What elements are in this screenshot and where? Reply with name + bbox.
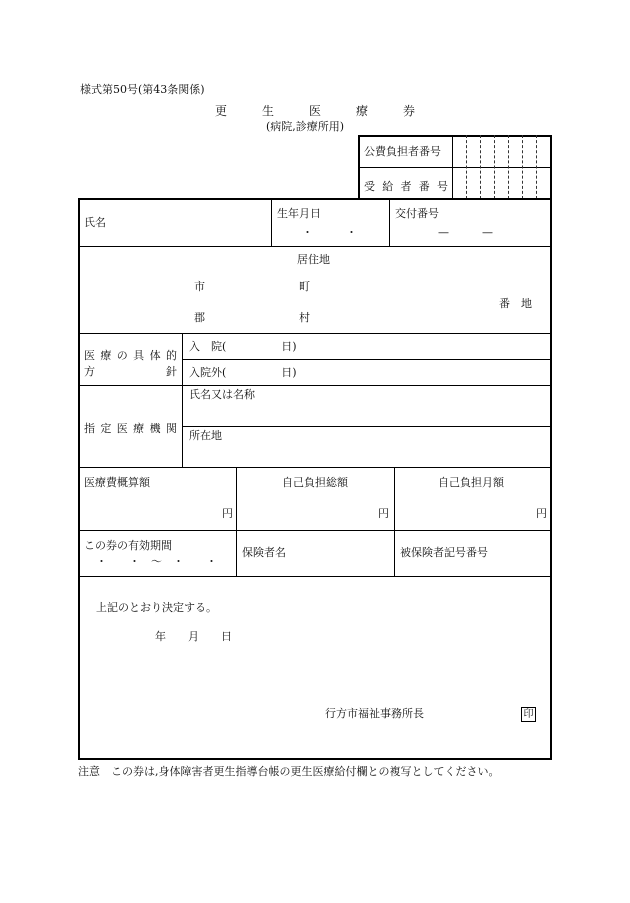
form-number: 様式第50号(第43条関係) <box>80 83 205 96</box>
label-char: 体 <box>149 349 161 362</box>
label-char: 号 <box>437 180 448 193</box>
title-char: 療 <box>355 104 368 118</box>
label-char: 医 <box>84 349 95 362</box>
address-label: 居住地 <box>297 253 330 266</box>
inpatient-days: 入 院( 日) <box>189 340 297 353</box>
seal-stamp: 印 <box>521 707 536 722</box>
town-label: 町 <box>299 280 310 293</box>
label-char: 医 <box>116 422 128 435</box>
label-char: の <box>116 349 128 362</box>
insurer-label: 保険者名 <box>242 546 286 559</box>
insured-number-label: 被保険者記号番号 <box>400 546 488 559</box>
cost-estimate-label: 医療費概算額 <box>84 476 150 489</box>
title-char: 生 <box>261 104 274 118</box>
label-char: 療 <box>133 422 145 435</box>
document-title <box>215 102 415 119</box>
label-char: 針 <box>166 365 177 378</box>
label-char: 療 <box>100 349 112 362</box>
recipient-number-label <box>364 178 448 194</box>
label-char: 受 <box>364 180 375 193</box>
outpatient-days: 入院外( 日) <box>189 366 297 379</box>
yen-unit: 円 <box>222 507 233 520</box>
policy-label-2 <box>84 363 177 379</box>
lot-label: 番 地 <box>499 297 532 310</box>
label-char: 具 <box>133 349 145 362</box>
label-char: 者 <box>400 180 412 193</box>
name-label: 氏名 <box>84 216 106 229</box>
policy-label <box>84 347 177 363</box>
title-char: 医 <box>308 104 321 118</box>
monthly-self-pay-label: 自己負担月額 <box>438 476 504 489</box>
label-char: 定 <box>100 422 112 435</box>
issuer-name: 行方市福祉事務所長 <box>325 707 424 720</box>
footnote: 注意 この券は,身体障害者更生指導台帳の更生医療給付欄との複写としてください。 <box>78 765 500 778</box>
label-char: 給 <box>382 180 394 193</box>
institution-label <box>84 420 177 436</box>
institution-name-label: 氏名又は名称 <box>189 388 255 401</box>
title-char: 券 <box>402 104 415 118</box>
yen-unit: 円 <box>378 507 389 520</box>
village-label: 村 <box>299 311 310 324</box>
institution-location-label: 所在地 <box>189 429 222 442</box>
title-char: 更 <box>215 104 228 118</box>
label-char: 指 <box>84 422 95 435</box>
payer-number-label: 公費負担者番号 <box>364 145 441 158</box>
birthdate-label: 生年月日 <box>277 207 321 220</box>
label-char: 機 <box>149 422 161 435</box>
validity-label: この券の有効期間 <box>84 539 172 552</box>
label-char: 的 <box>165 349 177 362</box>
validity-period: ・ ・ 〜 ・ ・ <box>96 555 217 568</box>
document-subtitle: (病院,診療所用) <box>266 120 345 133</box>
yen-unit: 円 <box>536 507 547 520</box>
birthdate-dots: ・ ・ <box>302 226 357 239</box>
label-char: 関 <box>165 422 177 435</box>
city-label: 市 <box>194 280 205 293</box>
county-label: 郡 <box>194 311 205 324</box>
label-char: 方 <box>84 365 95 378</box>
label-char: 番 <box>418 180 430 193</box>
decision-statement: 上記のとおり決定する。 <box>96 601 217 614</box>
decision-date: 年 月 日 <box>155 630 232 643</box>
issue-number-dashes: — — <box>438 226 493 239</box>
issue-number-label: 交付番号 <box>395 207 439 220</box>
total-self-pay-label: 自己負担総額 <box>282 476 348 489</box>
